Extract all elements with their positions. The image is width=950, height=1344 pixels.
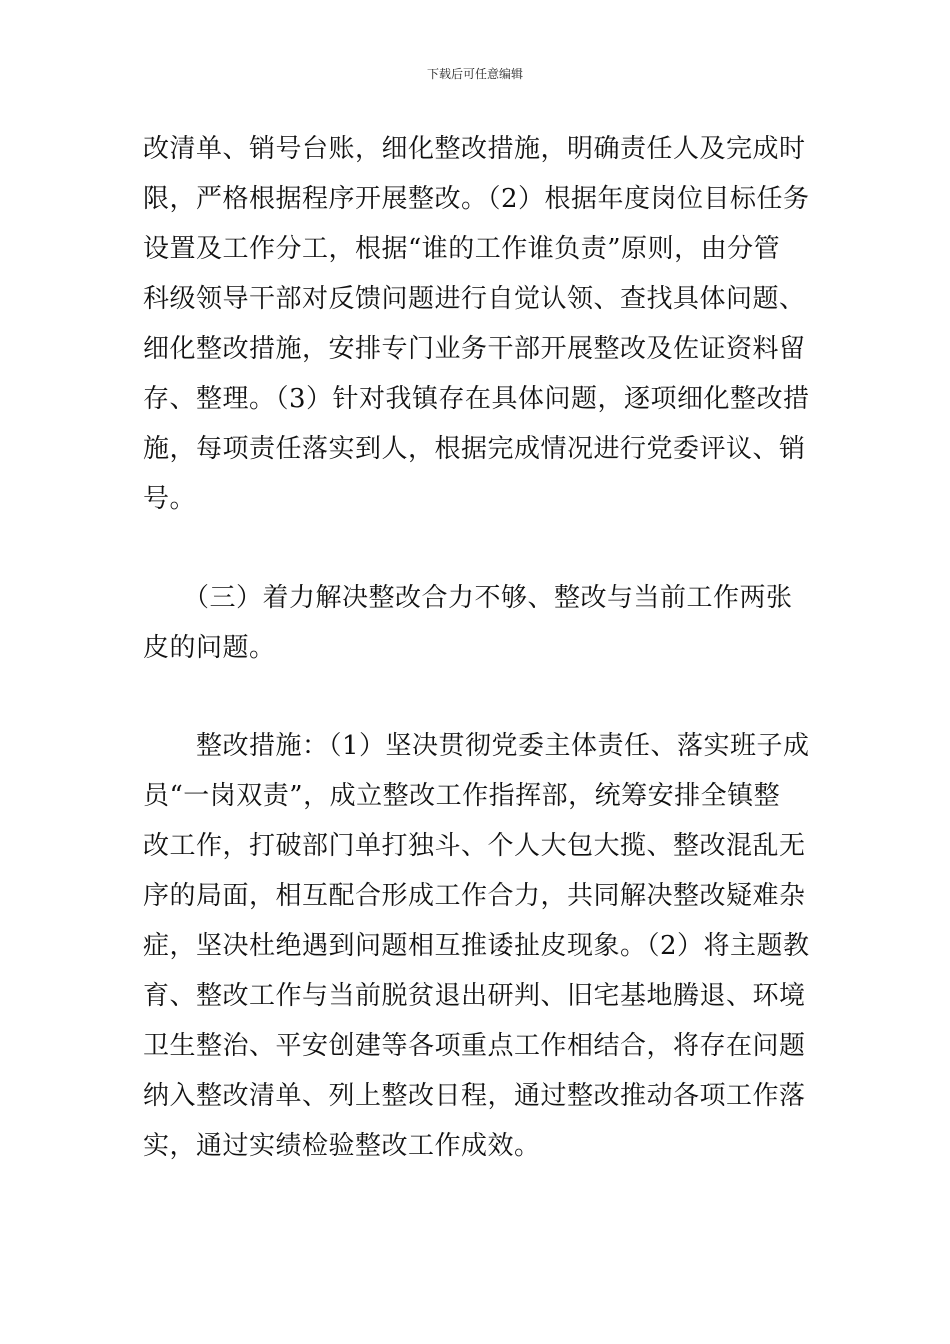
page-header-note: 下载后可任意编辑 [426, 67, 523, 81]
text-line: 限，严格根据程序开展整改。（2）根据年度岗位目标任务 [143, 184, 810, 214]
text-line: 症，坚决杜绝遇到问题相互推诿扯皮现象。（2）将主题教 [143, 931, 810, 961]
text-line: 育、整改工作与当前脱贫退出研判、旧宅基地腾退、环境 [143, 981, 806, 1011]
text-line: 员“一岗双责”，成立整改工作指挥部，统筹安排全镇整 [143, 781, 781, 811]
paragraph-rectification-process [143, 124, 815, 524]
text-line: 实，通过实绩检验整改工作成效。 [143, 1131, 541, 1161]
text-line: （三）着力解决整改合力不够、整改与当前工作两张 [143, 583, 793, 613]
paragraph-rectification-measures [143, 721, 815, 1171]
text-line: 序的局面，相互配合形成工作合力，共同解决整改疑难杂 [143, 881, 806, 911]
text-line: 纳入整改清单、列上整改日程，通过整改推动各项工作落 [143, 1081, 806, 1111]
text-line: 整改措施：（1）坚决贯彻党委主体责任、落实班子成 [143, 731, 810, 761]
text-line: 皮的问题。 [143, 633, 276, 663]
text-line: 设置及工作分工，根据“谁的工作谁负责”原则，由分管 [143, 234, 781, 264]
text-line: 卫生整治、平安创建等各项重点工作相结合，将存在问题 [143, 1031, 806, 1061]
text-line: 存、整理。（3）针对我镇存在具体问题，逐项细化整改措 [143, 384, 810, 414]
text-line: 科级领导干部对反馈问题进行自觉认领、查找具体问题、 [143, 284, 806, 314]
text-line: 施，每项责任落实到人，根据完成情况进行党委评议、销 [143, 434, 806, 464]
section-heading-three [143, 573, 815, 673]
text-line: 号。 [143, 484, 197, 514]
text-line: 细化整改措施，安排专门业务干部开展整改及佐证资料留 [143, 334, 806, 364]
text-line: 改清单、销号台账，细化整改措施，明确责任人及完成时 [143, 134, 806, 164]
text-line: 改工作，打破部门单打独斗、个人大包大揽、整改混乱无 [143, 831, 806, 861]
